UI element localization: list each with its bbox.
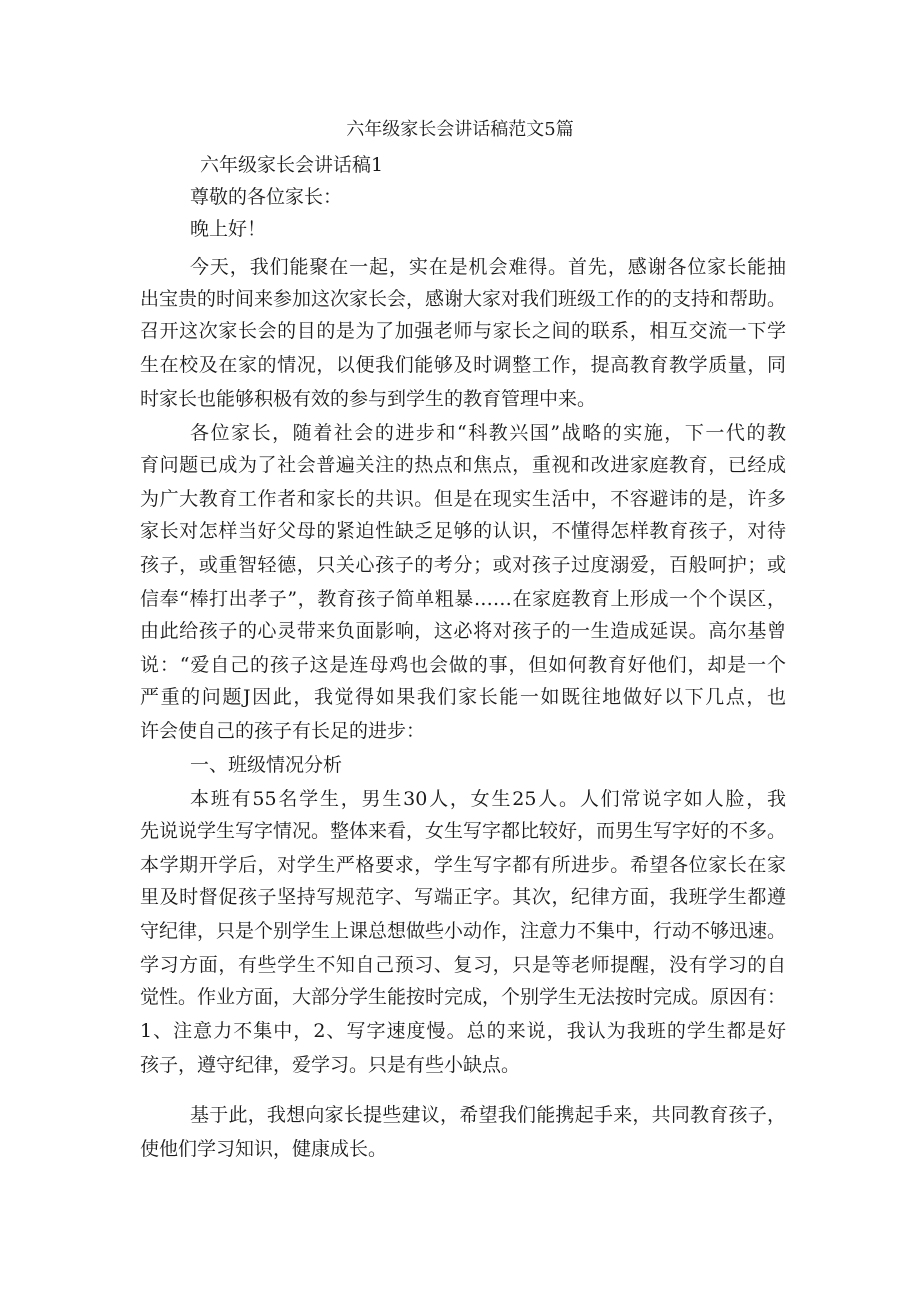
paragraph-line: 出宝贵的时间来参加这次家长会，感谢大家对我们班级工作的的支持和帮助。 (140, 288, 786, 310)
paragraph-line: 信奉“棒打出孝子”，教育孩子简单粗暴……在家庭教育上形成一个个误区， (140, 588, 786, 610)
paragraph-line: 守纪律，只是个别学生上课总想做些小动作，注意力不集中，行动不够迅速。 (140, 920, 786, 942)
paragraph-line: 基于此，我想向家长提些建议，希望我们能携起手来，共同教育孩子， (190, 1104, 786, 1126)
paragraph-line: 育问题已成为了社会普遍关注的热点和焦点，重视和改进家庭教育，已经成 (140, 454, 786, 476)
paragraph-line: 本班有55名学生，男生30人，女生25人。人们常说字如人脸，我 (190, 788, 786, 810)
paragraph-line: 许会使自己的孩子有长足的进步： (140, 720, 426, 742)
section-heading: 六年级家长会讲话稿1 (200, 154, 384, 176)
paragraph-line: 孩子，遵守纪律，爱学习。只是有些小缺点。 (140, 1054, 521, 1076)
paragraph-line: 本学期开学后，对学生严格要求，学生写字都有所进步。希望各位家长在家 (140, 854, 786, 876)
paragraph-line: 严重的问题J因此，我觉得如果我们家长能一如既往地做好以下几点，也 (140, 686, 786, 708)
paragraph-line: 家长对怎样当好父母的紧迫性缺乏足够的认识，不懂得怎样教育孩子，对待 (140, 520, 786, 542)
paragraph-line: 觉性。作业方面，大部分学生能按时完成，个别学生无法按时完成。原因有： (140, 986, 786, 1008)
paragraph-line: 1、注意力不集中，2、写字速度慢。总的来说，我认为我班的学生都是好 (140, 1020, 786, 1042)
greeting-line: 晚上好！ (190, 218, 267, 240)
paragraph-line: 召开这次家长会的目的是为了加强老师与家长之间的联系，相互交流一下学 (140, 320, 786, 342)
paragraph-line: 使他们学习知识，健康成长。 (140, 1138, 388, 1160)
document-title: 六年级家长会讲话稿范文5篇 (346, 119, 574, 140)
paragraph-line: 先说说学生写字情况。整体来看，女生写字都比较好，而男生写字好的不多。 (140, 820, 786, 842)
paragraph-line: 说：“爱自己的孩子这是连母鸡也会做的事，但如何教育好他们，却是一个 (140, 654, 786, 676)
paragraph-line: 时家长也能够积极有效的参与到学生的教育管理中来。 (140, 388, 597, 410)
paragraph-line: 今天，我们能聚在一起，实在是机会难得。首先，感谢各位家长能抽 (190, 256, 786, 278)
paragraph-line: 学习方面，有些学生不知自己预习、复习，只是等老师提醒，没有学习的自 (140, 954, 786, 976)
paragraph-line: 由此给孩子的心灵带来负面影响，这必将对孩子的一生造成延误。高尔基曾 (140, 620, 786, 642)
paragraph-line: 里及时督促孩子坚持写规范字、写端正字。其次，纪律方面，我班学生都遵 (140, 886, 786, 908)
greeting-line: 尊敬的各位家长： (190, 186, 343, 208)
paragraph-line: 为广大教育工作者和家长的共识。但是在现实生活中，不容避讳的是，许多 (140, 488, 786, 510)
paragraph-line: 各位家长，随着社会的进步和“科教兴国”战略的实施，下一代的教 (190, 422, 786, 444)
paragraph-line: 生在校及在家的情况，以便我们能够及时调整工作，提高教育教学质量，同 (140, 354, 786, 376)
section-heading-class-analysis: 一、班级情况分析 (190, 754, 343, 776)
paragraph-line: 孩子，或重智轻德，只关心孩子的考分；或对孩子过度溺爱，百般呵护；或 (140, 554, 786, 576)
